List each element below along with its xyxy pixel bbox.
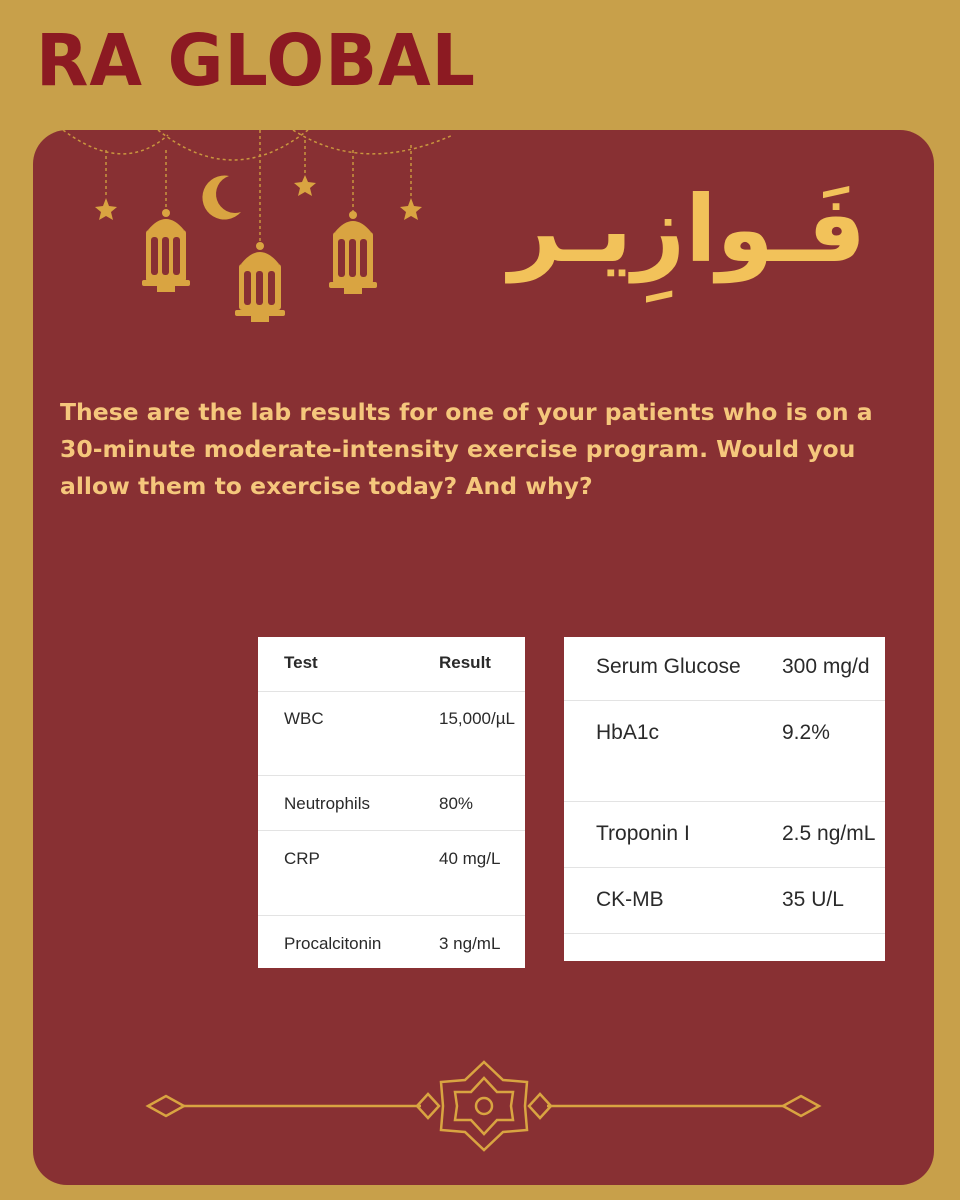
row-divider	[564, 933, 885, 934]
test-name-crp: CRP	[284, 849, 320, 868]
test-name-ck-mb: CK-MB	[596, 888, 664, 911]
result-ck-mb: 35 U/L	[782, 888, 844, 911]
test-name-wbc: WBC	[284, 709, 324, 728]
garland-line	[63, 130, 168, 154]
ornamental-divider-icon	[33, 1050, 934, 1160]
result-wbc: 15,000/µL	[439, 709, 515, 728]
column-header-result: Result	[439, 653, 491, 672]
test-name-troponin-i: Troponin I	[596, 822, 690, 845]
test-name-procalcitonin: Procalcitonin	[284, 934, 382, 953]
arabic-title: فَـوازِيـر	[508, 176, 866, 283]
star-icon	[400, 198, 422, 220]
lab-results-table-2	[564, 637, 885, 961]
garland-line	[158, 130, 308, 160]
test-name-neutrophils: Neutrophils	[284, 794, 370, 813]
quiz-card	[33, 130, 934, 1185]
star-icon	[294, 175, 316, 196]
row-divider	[258, 775, 525, 776]
lab-results-table-1	[258, 637, 525, 968]
crescent-moon-icon	[202, 176, 241, 220]
row-divider	[564, 700, 885, 701]
lantern-icon	[235, 242, 285, 322]
test-name-serum-glucose: Serum Glucose	[596, 655, 741, 678]
result-crp: 40 mg/L	[439, 849, 501, 868]
lantern-icon	[329, 211, 377, 294]
star-icon	[95, 198, 117, 220]
row-divider	[258, 691, 525, 692]
row-divider	[258, 830, 525, 831]
result-serum-glucose: 300 mg/d	[782, 655, 870, 678]
row-divider	[564, 801, 885, 802]
column-header-test: Test	[284, 653, 318, 672]
result-neutrophils: 80%	[439, 794, 474, 813]
result-hba1c: 9.2%	[782, 721, 830, 744]
row-divider	[258, 915, 525, 916]
brand-logo-text: RA GLOBAL	[36, 20, 476, 103]
lantern-icon	[142, 209, 190, 292]
test-name-hba1c: HbA1c	[596, 721, 660, 744]
row-divider	[564, 867, 885, 868]
garland-line	[293, 130, 453, 154]
result-procalcitonin: 3 ng/mL	[439, 934, 501, 953]
result-troponin-i: 2.5 ng/mL	[782, 822, 876, 845]
question-text: These are the lab results for one of your patients who is on a 30-minute moderate-intensity exercise program. Would you allow them to exercise today? And why?	[60, 398, 873, 500]
ramadan-decoration	[33, 130, 493, 340]
